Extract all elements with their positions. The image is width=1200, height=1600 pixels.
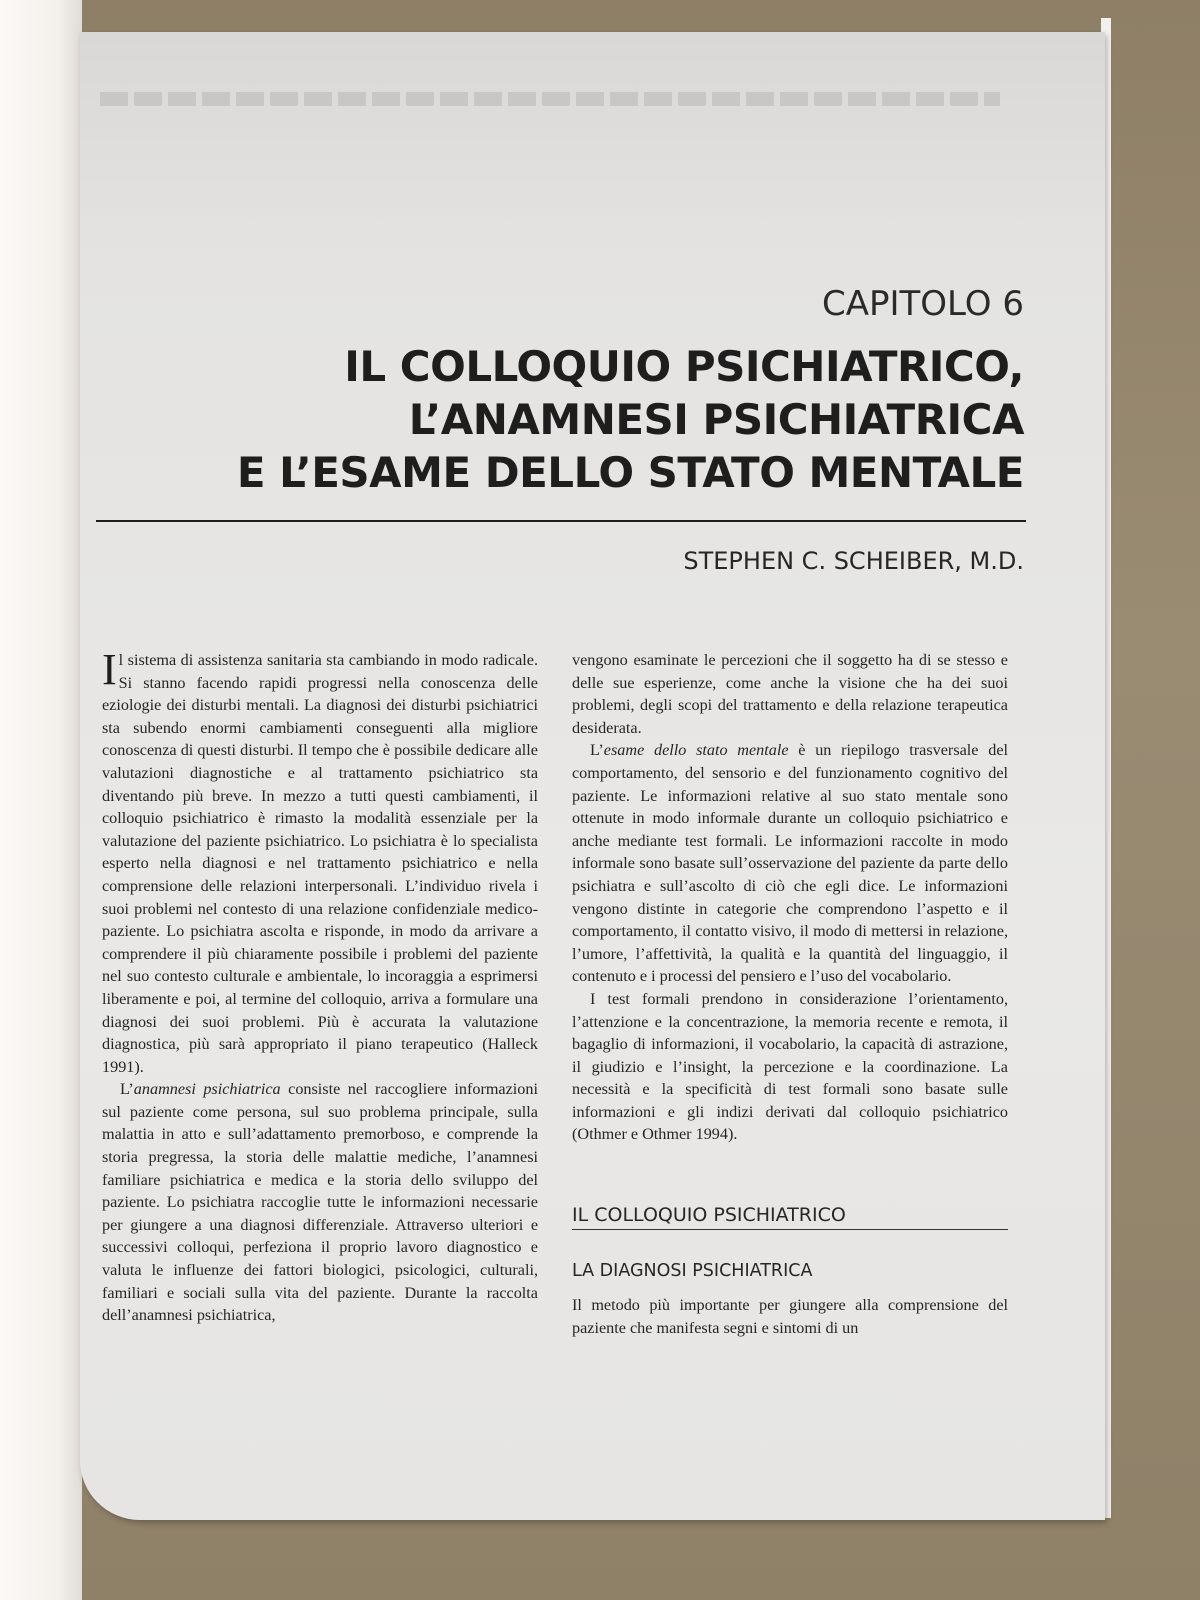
italic-term: esame dello stato mentale xyxy=(603,741,789,760)
author-name: STEPHEN C. SCHEIBER, M.D. xyxy=(683,547,1024,575)
chapter-title-line-2: L’ANAMNESI PSICHIATRICA xyxy=(408,395,1024,444)
italic-term: anamnesi psichiatrica xyxy=(133,1080,281,1099)
paragraph-lead: L’ xyxy=(120,1080,134,1099)
subsection-heading: LA DIAGNOSI PSICHIATRICA xyxy=(572,1260,813,1281)
facing-page-edge xyxy=(0,0,82,1600)
diagnosis-paragraph: Il metodo più importante per giungere alla comprensione del paziente che manifesta segni e sintomi di un xyxy=(572,1296,1008,1337)
body-column-right xyxy=(572,649,1008,1339)
continuation-paragraph: vengono esaminate le percezioni che il soggetto ha di se stesso e delle sue esperienze, come anche la visione che ha dei suoi problemi, degli scopi del trattamento e della relazione terapeutica desiderata. xyxy=(572,651,1008,737)
anamnesis-paragraph xyxy=(102,1078,538,1327)
paragraph-lead: L’ xyxy=(590,741,604,760)
body-column-left xyxy=(102,645,538,1327)
chapter-title xyxy=(237,340,1024,499)
formal-tests-paragraph: I test formali prendono in considerazione l’orientamento, l’attenzione e la concentrazione, la memoria recente e remota, il bagaglio di informazioni, il vocabolario, la capacità di astrazione, il giudizio e l’insight, la percezione e la coordinazione. La necessità e la specificità di test formali sono basate sulle informazioni e gli indizi derivati dal colloquio psichiatrico (Othmer e Othmer 1994). xyxy=(572,989,1008,1144)
bleed-through-header xyxy=(100,92,1000,106)
mental-status-paragraph xyxy=(572,739,1008,988)
intro-paragraph xyxy=(102,645,538,1078)
chapter-number: CAPITOLO 6 xyxy=(822,284,1024,324)
mental-status-paragraph-text: è un riepilogo trasversale del comportamento, del sensorio e del funzionamento cognitivo del paziente. Le informazioni relative al suo stato mentale sono ottenute in modo informale durante un colloquio psichiatrico e anche mediante test formali. Le informazioni raccolte in modo informale sono basate sull’osservazione del paziente da parte dello psichiatra e sull’ascolto di ciò che egli dice. Le informazioni vengono distinte in categorie che comprendono l’aspetto e il comportamento, il contatto visivo, il modo di mettersi in relazione, l’umore, l’affettività, la qualità e la quantità del linguaggio, il contenuto e i processi del pensiero e l’uso del vocabolario. xyxy=(572,741,1008,986)
intro-paragraph-text: l sistema di assistenza sanitaria sta cambiando in modo radicale. Si stanno facendo rapidi progressi nella conoscenza delle eziologie dei disturbi mentali. La diagnosi dei disturbi psichiatrici sta subendo enormi cambiamenti conseguenti alla migliore conoscenza di questi disturbi. Il tempo che è possibile dedicare alle valutazioni diagnostiche e al trattamento psichiatrico sta diventando più breve. In mezzo a tutti questi cambiamenti, il colloquio psichiatrico è rimasto la modalità essenziale per la valutazione del paziente psichiatrico. Lo psichiatra è lo specialista esperto nella diagnosi e nel trattamento psichiatrico e nella comprensione delle relazioni interpersonali. L’individuo rivela i suoi problemi nel contesto di una relazione confidenziale medico-paziente. Lo psichiatra ascolta e risponde, in modo da arrivare a comprendere il più chiaramente possibile i problemi del paziente nel suo contesto culturale e ambientale, lo incoraggia a esprimersi liberamente e poi, al termine del colloquio, arriva a formulare una diagnosi dei suoi problemi. Più è accurata la valutazione diagnostica, più sarà appropriato il piano terapeutico (Halleck 1991). xyxy=(102,651,538,1076)
chapter-title-line-3: E L’ESAME DELLO STATO MENTALE xyxy=(236,448,1024,497)
title-divider xyxy=(96,520,1026,522)
anamnesis-paragraph-text: consiste nel raccogliere informazioni sul paziente come persona, sul suo problema principale, sulla malattia in atto e sull’adattamento premorboso, e comprende la storia pregressa, la storia delle malattie mediche, l’anamnesi familiare psichiatrica e medica e la storia dello sviluppo del paziente. Lo psichiatra raccoglie tutte le informazioni necessarie per giungere a una diagnosi differenziale. Attraverso ulteriori e successivi colloqui, perfeziona il proprio lavoro diagnostico e valuta le influenze dei fattori biologici, psicologici, culturali, familiari e sociali sulla vita del paziente. Durante la raccolta dell’anamnesi psichiatrica, xyxy=(102,1080,538,1325)
drop-cap: I xyxy=(102,645,117,694)
section-heading: IL COLLOQUIO PSICHIATRICO xyxy=(572,1204,1008,1230)
chapter-title-line-1: IL COLLOQUIO PSICHIATRICO, xyxy=(344,342,1024,391)
